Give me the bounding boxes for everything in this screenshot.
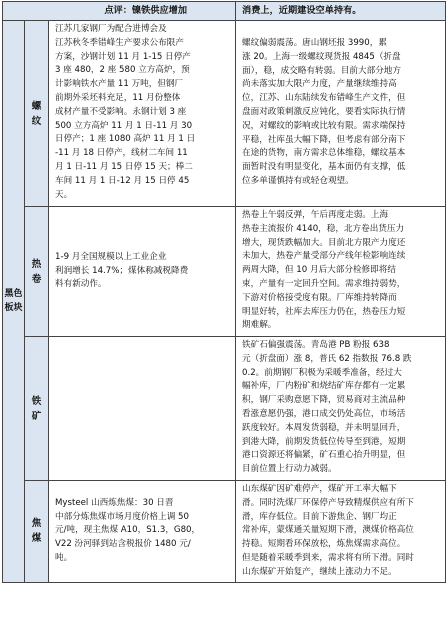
text-line: 热卷主流报价 4140，稳，北方卷出货压力 <box>242 223 405 234</box>
sector-label-line-1: 黑色 <box>4 289 23 300</box>
text-line: Mysteel 山西炼焦煤：30 日晋 <box>55 497 174 508</box>
comment-cell-coking-coal <box>236 481 446 583</box>
text-line: 在途的货物，南方需求总体维稳，螺纹基本 <box>242 148 406 159</box>
text-line: 平稳，社库虽大幅下降，但考虑有部分南下 <box>242 134 406 145</box>
text-line: 吨。 <box>55 552 73 563</box>
text-line: 积，钢厂采购意愿下降，贸易商对主流品种 <box>242 395 406 406</box>
text-line: 山东煤矿因矿难停产，煤矿开工率大幅下 <box>242 484 397 494</box>
category-char: 焦 <box>31 518 42 530</box>
text-line: 位，江苏、山东陆续发布错峰生产文件，但 <box>242 93 406 104</box>
text-line: 面），稳，成交略有转弱。目前大部分地方 <box>242 65 401 76</box>
text-line: 3 座 480，2 座 580 立方高炉，预 <box>55 65 190 76</box>
text-line: 0.2。前期钢厂积极为采暖季准备，经过大 <box>242 367 402 378</box>
text-line: 未加大，热卷产量受部分产线年检影响连续 <box>242 251 406 262</box>
category-char: 纹 <box>31 115 42 127</box>
table-row-hot-coil <box>3 207 446 337</box>
text-line: 山东煤矿开始复产，继续上涨动力不足。 <box>242 566 397 577</box>
text-line: 明显好转，社库去库压力仍在，热卷压力短 <box>242 306 406 317</box>
text-line: 车间 11 月 1 日-12 月 15 日停 45 <box>55 175 190 186</box>
text-line: 元/吨，现主焦煤 A10，S1.3，G80， <box>55 525 201 536</box>
text-line: 500 立方高炉 11 月 1 日-11 月 30 <box>55 120 193 131</box>
table-row-coking-coal <box>3 481 446 583</box>
sector-label <box>3 21 25 583</box>
header-left-cell: 点评：镍铁供应增加 <box>3 2 236 21</box>
header-right-cell: 消费上，近期建设空单持有。 <box>236 2 446 21</box>
comment-cell-rebar <box>236 21 446 207</box>
text-line: 面暂时没有明显变化，基本面仍有支撑，低 <box>242 162 406 173</box>
text-line: 日停产；1 座 1080 高炉 11 月 1 日 <box>55 134 196 145</box>
text-line: -11 月 18 日停产，线材二车间 11 <box>55 148 188 159</box>
text-line: 元（折盘面）涨 8，普氏 62 指数报 76.8 跌 <box>242 353 412 364</box>
text-line: 到港大降，前期发货低位传导至到港，短期 <box>242 436 406 447</box>
text-line: 增大，现货跌幅加大。目前北方限产力度还 <box>242 237 406 248</box>
text-line: 况，对螺纹的影响或比较有限。需求端保持 <box>242 120 406 131</box>
text-line: 滑。同时洗煤厂环保停产导致精煤供应有所下 <box>242 497 414 508</box>
table-row-iron-ore <box>3 337 446 481</box>
text-line: 成材产量不受影响。永钢计划 3 座 <box>55 106 187 117</box>
sector-label-line-2: 板块 <box>4 303 23 314</box>
text-line: 天。 <box>55 189 73 200</box>
text-line: 热卷上午弱反弹，午后再度走弱。上海 <box>242 210 389 220</box>
header-row <box>3 2 446 21</box>
table-row-rebar <box>3 21 446 207</box>
text-line: 看涨意愿仍强，港口成交仍处高位，市场活 <box>242 408 406 419</box>
category-char: 铁 <box>31 395 42 407</box>
text-line: 尚未落实加大限产力度，产量继续维持高 <box>242 79 397 90</box>
text-line: 下游对价格接受度有限。厂库维持转降而 <box>242 292 397 303</box>
text-line: 利润增长 14.7%；煤体称减税降费 <box>55 265 189 276</box>
news-cell-iron-ore <box>49 337 236 481</box>
text-line: 中部分炼焦煤市场月度价格上调 50 <box>55 511 189 522</box>
news-cell-coking-coal <box>49 481 236 583</box>
text-line: 但是随着采暖季到来，需求将有所下滑。同时 <box>242 552 414 563</box>
category-rebar <box>25 21 49 207</box>
text-line: 两周大降，但 10 月后大部分检修即将结 <box>242 265 396 276</box>
text-line: 持稳。短期看环保放松，炼焦煤需求高位。 <box>242 539 406 550</box>
comment-cell-iron-ore <box>236 337 446 481</box>
market-commentary-table <box>2 1 446 583</box>
category-char: 螺 <box>31 100 42 112</box>
category-char: 卷 <box>31 273 42 285</box>
text-line: 滑，库存低位。目前下游焦企、钢厂均正 <box>242 511 397 522</box>
text-line: 铁矿石偏强震荡。青岛港 PB 粉报 638 <box>242 340 390 350</box>
category-iron-ore <box>25 337 49 481</box>
news-cell-rebar <box>49 21 236 207</box>
text-line: 1-9 月全国规模以上工业企业 <box>55 251 167 262</box>
text-line: 计影响铁水产量 11 万吨，但钢厂 <box>55 79 184 90</box>
comment-cell-hot-coil <box>236 207 446 337</box>
text-line: 港口资源还将偏紧，矿石重心抬升明显，但 <box>242 450 406 461</box>
text-line: 盘面对政策刺激反应钝化，要看实际执行情 <box>242 106 406 117</box>
text-line: 方案，沙钢计划 11 月 1-15 日停产 <box>55 51 191 62</box>
text-line: 目前位置上行动力减弱。 <box>242 464 337 475</box>
text-line: 前期外采坯料充足，11 月份整体 <box>55 92 181 103</box>
news-cell-hot-coil <box>49 207 236 337</box>
text-line: 期难解。 <box>242 320 277 331</box>
text-line: 月 1 日-11 月 15 日停 15 天；棒二 <box>55 161 193 172</box>
text-line: 位多单谨慎持有或轻仓观望。 <box>242 175 354 186</box>
category-coking-coal <box>25 481 49 583</box>
category-char: 矿 <box>31 410 42 422</box>
text-line: 江苏秋冬季错峰生产要求公布限产 <box>55 37 184 48</box>
category-char: 热 <box>31 258 42 270</box>
category-char: 煤 <box>31 533 42 545</box>
text-line: 江苏几家钢厂为配合进博会及 <box>55 24 167 34</box>
text-line: 料有新动作。 <box>55 279 107 290</box>
text-line: 幅补库，厂内粉矿和烧结矿库存都有一定累 <box>242 381 406 392</box>
text-line: 束，产量有一定回升空间。需求维持弱势， <box>242 278 406 289</box>
text-line: 常补库，蒙煤通关量短期下滑，澳煤价格高位 <box>242 525 414 536</box>
text-line: 涨 20。上海一级螺纹现货报 4845（折盘 <box>242 51 401 62</box>
category-hot-coil <box>25 207 49 337</box>
text-line: V22 汾河驿到站含税报价 1480 元/ <box>55 539 191 550</box>
text-line: 螺纹偏弱震荡。唐山钢坯报 3990，累 <box>242 38 387 48</box>
text-line: 跃度较好。本周发货弱稳，并未明显回升， <box>242 422 406 433</box>
